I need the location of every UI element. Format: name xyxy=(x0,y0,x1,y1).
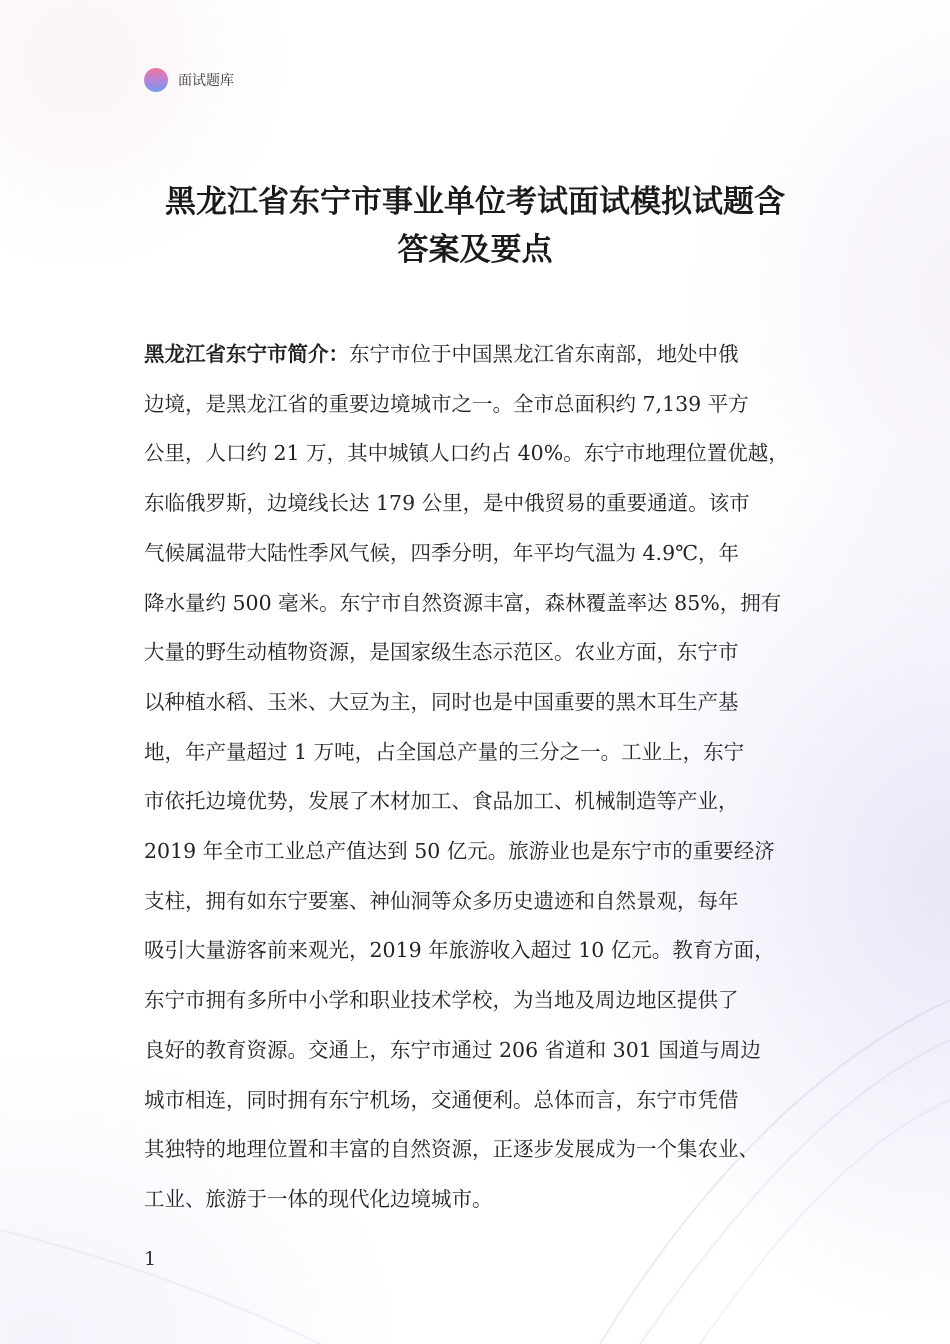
paragraph-line: 市依托边境优势，发展了木材加工、食品加工、机械制造等产业， xyxy=(144,789,739,814)
paragraph-line: 2019 年全市工业总产值达到 50 亿元。旅游业也是东宁市的重要经济 xyxy=(144,839,775,864)
paragraph-line: 以种植水稻、玉米、大豆为主，同时也是中国重要的黑木耳生产基 xyxy=(144,689,739,714)
document-title xyxy=(120,178,830,274)
page-header xyxy=(144,68,234,92)
title-line-1: 黑龙江省东宁市事业单位考试面试模拟试题含 xyxy=(165,184,785,220)
paragraph-line-1 xyxy=(144,330,820,380)
paragraph-line: 支柱，拥有如东宁要塞、神仙洞等众多历史遗迹和自然景观，每年 xyxy=(144,888,739,913)
paragraph-line: 东临俄罗斯，边境线长达 179 公里，是中俄贸易的重要通道。该市 xyxy=(144,491,750,516)
intro-paragraph xyxy=(144,330,820,1225)
paragraph-line: 东宁市拥有多所中小学和职业技术学校，为当地及周边地区提供了 xyxy=(144,988,739,1013)
paragraph-line: 边境，是黑龙江省的重要边境城市之一。全市总面积约 7,139 平方 xyxy=(144,391,749,416)
paragraph-line-text: 东宁市位于中国黑龙江省东南部，地处中俄 xyxy=(349,342,739,366)
paragraph-line: 城市相连，同时拥有东宁机场，交通便利。总体而言，东宁市凭借 xyxy=(144,1087,739,1112)
paragraph-line: 吸引大量游客前来观光，2019 年旅游收入超过 10 亿元。教育方面， xyxy=(144,938,775,963)
paragraph-line: 公里，人口约 21 万，其中城镇人口约占 40%。东宁市地理位置优越， xyxy=(144,441,789,466)
paragraph-line: 工业、旅游于一体的现代化边境城市。 xyxy=(144,1186,493,1211)
page-number: 1 xyxy=(144,1248,157,1270)
paragraph-line: 气候属温带大陆性季风气候，四季分明，年平均气温为 4.9℃，年 xyxy=(144,540,740,565)
paragraph-line: 良好的教育资源。交通上，东宁市通过 206 省道和 301 国道与周边 xyxy=(144,1037,761,1062)
brand-logo-icon xyxy=(144,68,168,92)
title-line-2: 答案及要点 xyxy=(397,232,553,268)
brand-name: 面试题库 xyxy=(178,73,234,89)
paragraph-line: 其独特的地理位置和丰富的自然资源，正逐步发展成为一个集农业、 xyxy=(144,1137,759,1162)
paragraph-line: 大量的野生动植物资源，是国家级生态示范区。农业方面，东宁市 xyxy=(144,640,739,665)
paragraph-line: 降水量约 500 毫米。东宁市自然资源丰富，森林覆盖率达 85%，拥有 xyxy=(144,590,782,615)
paragraph-line: 地，年产量超过 1 万吨，占全国总产量的三分之一。工业上，东宁 xyxy=(144,739,745,764)
intro-label: 黑龙江省东宁市简介： xyxy=(144,342,349,366)
